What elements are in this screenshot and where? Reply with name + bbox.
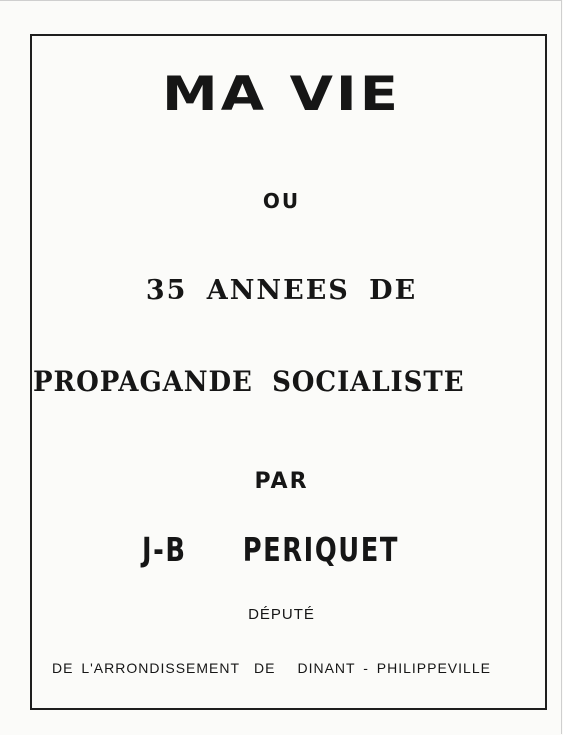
author-initials: J-B [142, 530, 187, 569]
district-prefix: DE L'ARRONDISSEMENT [52, 660, 241, 676]
title-conjunction: OU [262, 189, 301, 213]
subtitle-line-2: PROPAGANDE SOCIALISTE [33, 365, 465, 398]
district-name: DINANT - PHILIPPEVILLE [297, 660, 491, 676]
district-line [52, 660, 491, 676]
author-name [142, 530, 399, 569]
subtitle-line-1: 35 ANNEES DE [145, 275, 418, 306]
book-title: MA VIE [162, 66, 401, 123]
by-label: PAR [254, 469, 309, 494]
district-de: DE [254, 660, 276, 676]
author-role: DÉPUTÉ [248, 606, 315, 623]
author-surname: PERIQUET [242, 530, 399, 569]
